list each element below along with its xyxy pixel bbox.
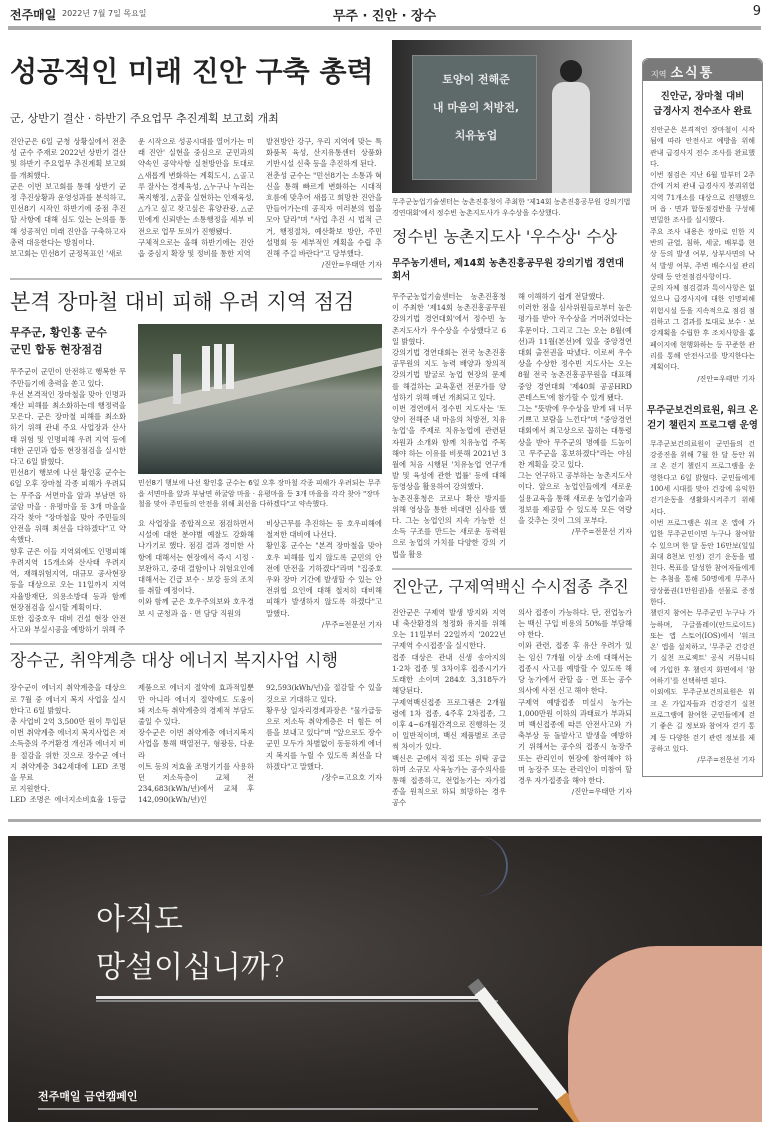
article3-col1: 무주군이 군민이 안전하고 행복한 무주만들기에 총력을 쏟고 있다. 우선 본격적인 장마철을 맞아 인명과 재산 피해를 최소화하는데 행정력을 모은다. 군은 장마철 피해를 최소화하기 위해 관내 주요 사업장과 산사태 위험 및 인명피해 우려 지역 등에 대한 군민과 합동 현장점검을 실시한다고 6일 밝혔다. 민선8기 행보에 나선 황인홍 군수는 6일 오후 장마철 각종 피해가 우려되는 무주읍 서면마을 앞과 부남면 하굴암 마을 · 유평마을 등 3개 마을을 각각 찾아 "장마철을 맞아 주민들의 안전을 위해 최선을 다하겠다"고 약속했다. 향후 군은 이들 지역외에도 인명피해 우려지역 15개소와 산사태 우려지역, 재해위험지역, 대규모 공사현장 등을 대상으로 오는 11일까지 지역 자율방재단, 의용소방대 등과 함께 현장점검을 실시할 계획이다. 또한 집중호우 대비 건설 현장 안전사고와 부실시공을 예방하기 위해 주: [10, 367, 126, 635]
left-column: [10, 40, 382, 806]
sidebar-item2-body: 무주군보건의료원이 군민들의 건강증진을 위해 7월 한 달 동안 워크 온 걷기 챌린지 프로그램을 운영한다고 6일 밝혔다. 군민들에게 100세 시대를 맞아 건강에 유익한 걷기운동을 생활화시켜주기 위해서다. 이번 프로그램은 워크 온 앱에 가입한 무주군민이면 누구나 참여할 수 있으며 한 달 동안 16만보(일일 최대 8천보 인정) 걷기 운동을 펼친다. 목표를 달성한 참여자들에게는 추첨을 통해 50명에게 무주사랑상품권(1만원권)을 선물로 증정한다. 챌린지 참여는 무주군민 누구나 가능하며, 구글플레이(안드로이드) 또는 앱 스토어(IOS)에서 '워크 온' 앱을 설치하고, '무주군 건강걷기 실천 프로젝트' 공식 커뮤니티에 가입한 후 챌린지 화면에서 '참여하기'를 선택하면 된다. 이외에도 무주군보건의료원은 워크 온 가입자들과 건강걷기 실천 프로그램에 참여한 군민들에게 걷기 좋은 길 정보와 참여자 걷기 통계 등 다양한 걷기 관련 정보를 제공하고 있다.: [650, 439, 755, 753]
article2-byline: /무주=전문선 기자: [571, 527, 632, 537]
article4: [392, 576, 632, 809]
article4-byline: /진안=우태만 기자: [571, 787, 632, 797]
article3-col3: 비상근무를 추진하는 등 호우피해에 철저한 대비에 나선다. 황인홍 군수는 "본격 장마철을 맞아 호우 피해를 입지 않도록 군민의 안전에 만전을 기하겠다"라며 "집중호우와 장마 기간에 발생할 수 있는 안전위협 요인에 대해 철저히 대비해 피해가 발생하지 않도록 하겠다"고 말했다.: [266, 518, 382, 618]
article3-col2: 요 사업장을 종합적으로 점검하면서 시설에 대한 분야별 예찰도 강화해 나가기로 했다. 점검 결과 경미한 사항에 대해서는 현장에서 즉시 시정 · 보완하고, 중대 결함이나 위험요인에 대해서는 긴급 보수 · 보강 등의 조치를 취할 예정이다. 이와 함께 군은 호우주의보와 호우경보 시 군청과 읍 · 면 담당 직원의: [138, 518, 254, 618]
ad-line: 망설이십니까?: [96, 949, 286, 985]
article2-subhead: 무주농기센터, 제14회 농촌진흥공무원 강의기법 경연대회서: [392, 258, 624, 282]
sidebar-label-small: 지역: [651, 70, 667, 79]
article5-col2: 로 지원한다. LED 조명은 에너지소비효율 1등급 제품으로 에너지 절약에 효과적일뿐만 아니라 에너지 절약에도 도움이 돼 저소득 취약계층의 경제적 부담도 줄일 수 있다. 장수군은 이번 취약계층 에너지복지 사업을 통해 백열전구, 형광등, 다운라: [10, 683, 254, 805]
article5-col3: 이트 등의 저효율 조명기기를 사용하던 저소득층이 교체 전 234,683(kWh/년)에서 교체 후 142,090(kWh/년)인 92,593(kWh/년)을 절감할 수 있을 것으로 기대하고 있다. 황우상 일자리경제과장은 "물가급등으로 저소득 취약계층은 더 힘든 여름을 보내고 있다"며 "앞으로도 장수군민 모두가 차별없이 동등하게 에너지 복지를 누릴 수 있도록 최선을 다하겠다"고 말했다.: [138, 683, 382, 805]
no-smoking-ad: [8, 836, 762, 1122]
photo2-caption: 민선8기 행보에 나선 황인홍 군수는 6일 오후 장마철 각종 피해가 우려되는 무주읍 서면마을 앞과 부남면 하굴암 마을 · 유평마을 등 3개 마을을 각각 찾아 "장마철을 맞아 주민들의 안전을 위해 최선을 다하겠다"고 약속했다.: [138, 479, 382, 509]
photo1-caption: 무주군농업기술센터는 농촌진흥청이 주최한 '제14회 농촌진흥공무원 강의기법 경연대회'에서 정수빈 농촌지도사가 우수상을 수상했다.: [392, 198, 631, 217]
article5-headline: 장수군, 취약계층 대상 에너지 복지사업 시행: [10, 651, 339, 672]
header-rule: [8, 26, 761, 30]
ad-underline: [96, 996, 481, 999]
section-title: 무주 · 진안 · 장수: [332, 9, 437, 24]
article3-subhead-line: 군민 합동 현장점검: [10, 343, 103, 357]
article2-headline: 정수빈 농촌지도사 '우수상' 수상: [392, 227, 617, 246]
article1: [10, 50, 382, 270]
inspection-photo: [138, 324, 382, 474]
article4-headline: 진안군, 구제역백신 수시접종 추진: [392, 576, 629, 596]
article4-col2: 의사 접종이 가능하다. 단, 전업농가는 백신 구입 비용의 50%를 부담해야 한다. 이와 관련, 접종 후 유산 우려가 있는 임신 7개월 이상 소에 대해서는 접종시 사고를 예방할 수 있도록 해당 농가에서 관할 읍 · 면 또는 공수의사에 사전 신고 해야 한다. 구제역 예방접종 미실시 농가는 1,000만원 이하의 과태료가 부과되며 백신접종에 따른 안전사고와 가축부상 등 돌발사고 발생을 예방하기 위해서는 공수의 접종시 농장주 또는 관리인이 현장에 참여해야 하며 농장주 또는 관리인이 미참여 할 경우 자가접종을 해야 한다.: [518, 607, 632, 785]
article1-headline: 성공적인 미래 진안 구축 총력: [10, 55, 374, 88]
sidebar-item1-title: 급경사지 전수조사 완료: [653, 106, 752, 117]
sidebar-item2-title: 무주군보건의료원, 워크 온: [646, 404, 759, 416]
section-divider: [10, 278, 382, 280]
newspaper-brand: 전주매일: [10, 8, 57, 22]
right-column: [392, 40, 632, 809]
article3-headline: 본격 장마철 대비 피해 우려 지역 점검: [10, 290, 355, 315]
article3-byline: /무주=전문선 기자: [321, 619, 382, 629]
section-divider: [392, 568, 632, 570]
article5-byline: /장수=고요호 기자: [321, 772, 382, 782]
sidebar-header: [643, 59, 762, 81]
sidebar-item2-title: 걷기 챌린지 프로그램 운영: [647, 419, 758, 431]
article2-col2: 해 이해하기 쉽게 전달했다. 이러한 점을 심사위원들로부터 높은 평가를 받아 우수상을 거머쥐었다는 후문이다. 그리고 그는 오는 8월(예선)과 11월(본선)에 있을 중앙경연대회 출전권을 따냈다. 이로써 우수상을 수상한 정수빈 지도사는 오는 8월 전국 농촌진흥공무원을 대표해 중앙 경연대회 '제40회 공공HRD 콘테스트'에 참가할 수 있게 됐다. 그는 "뜻밖에 우수상을 받게 돼 너무 기쁘고 보람을 느낀다"며 "중앙경연대회에서 최고상으로 꼽히는 대통령상을 받아 무주군의 명예를 드높이고 무주군을 홍보하겠다"라는 야심찬 계획을 갖고 있다. 그는 연구하고 공부하는 농촌지도사이다. 앞으로 농업인들에게 새로운 실용교육을 통해 새로운 농업기술과 정보를 제공할 수 있도록 모든 역량을 갖추는 것이 그의 포부다.: [518, 292, 632, 526]
article1-subhead: 군, 상반기 결산 · 하반기 주요업무 추진계획 보고회 개최: [10, 112, 279, 125]
article3: [10, 286, 382, 635]
article1-col2: 운 시작으로 성공시대를 열어가는 미래 진안' 실현을 중심으로 군민과의 약속인 공약사항 실천방안을 토대로 △새롭게 변화하는 계획도시, △골고루 잘사는 경제육성, △누구나 누리는 복지행정, △꿈을 실현하는 인재육성, △가고 싶고 찾고싶은 휴양관광, △군민에게 신뢰받는 소통행정을 세부 비전으로 업무 토의가 진행됐다. 구체적으로는 올해 하반기에는 진안읍 중심지 확장 및 정비를 통한 지역: [138, 137, 254, 259]
slide-text-line: 치유농업: [454, 129, 498, 142]
article4-col1: 진안군은 구제역 발생 방지와 지역 내 축산환경의 청정화 유지를 위해 오는 11일부터 22일까지 '2022년 구제역 수시접종'을 실시한다. 접종 대상은 관내 신생 송아지의 1·2차 접종 및 3차이후 접종시기가 도래한 소이며 284호 3,318두가 해당된다. 구제역백신접종 프로그램은 2개월령에 1차 접종, 4주후 2차접종, 그 이후 4~6개월간격으로 진행하는 것이 일반적이며, 백신 제품별로 조금씩 차이가 있다. 백신은 군에서 직접 또는 위탁 공급하며 소규모 사육농가는 공수의사를 통해 접종하고, 전업농가는 자가접종을 원칙으로 하되 희망하는 경우 공수: [392, 607, 506, 808]
sidebar-item1-body: 진안군은 본격적인 장마철이 시작됨에 따라 안전사고 예방을 위해 관내 급경사지 전수 조사를 완료했다. 이번 점검은 지난 6월 말부터 2주간에 거쳐 관내 급경사지 붕괴위험지역 71개소를 대상으로 진행됐으며 읍 · 면과 합동점검반을 구성해 면밀한 조사를 실시했다. 주요 조사 내용은 장마로 인한 지반의 균열, 침하, 세굴, 배부름 현상 등의 발생 여부, 상부사면의 낙석 발생 여부, 주변 배수시설 관리상태 등 안전점검사항이다. 군의 자체 점검결과 특이사항은 없었으나 급경사지에 대한 인명피해 위험시설 등을 지속적으로 점검 점검하고 그 결과를 토대로 보수 · 보강계획을 수립한 후 조치사항을 홈페이지에 현행화하는 등 꾸준한 관리를 통해 안전사고를 방지한다는 계획이다.: [650, 126, 755, 372]
article2-col1: 무주군농업기술센터는 농촌진흥청이 주최한 '제14회 농촌진흥공무원 강의기법 경연대회'에서 정수빈 농촌지도사가 우수상을 수상했다고 6일 밝혔다. 강의기법 경연대회는 전국 농촌진흥공무원의 지도 능력 배양과 창의적 강의기법 발굴로 농업 현장의 문제를 해결하는 교육훈련 전문가를 양성하기 위해 매년 개최되고 있다. 이번 경연에서 정수빈 지도사는 '토양이 전해준 내 마음의 처방전, 치유농업'을 주제로 치유농업에 관련된 자원과 소개와 함께 치유농업 주목해야 하는 이유를 비롯해 2021년 3월에 처음 시행된 '치유농업 연구개발 및 육성에 관한 법률' 등에 대해 동영상을 활용하여 강의했다. 농촌진흥청은 코로나 확산 방지를 위해 영상을 통한 비대면 심사를 했다. 그는 농업인의 지속 가능한 신 소득 구조를 만드는 새로운 동력원으로 농업의 가치를 다양한 강의 기법을 활용: [392, 292, 506, 559]
article5-col1: 장수군이 에너지 취약계층을 대상으로 7월 중 에너지 복지 사업을 실시한다고 6일 밝혔다. 총 사업비 2억 3,500만 원이 투입된 이번 취약계층 에너지 복지사업은 저소득층의 주거환경 개선과 에너지 비용 절감을 위한 것으로 장수군 에너지 취약계층 342세대에 LED 조명을 무료: [10, 683, 126, 782]
hand-icon: [568, 946, 762, 1122]
ad-underline-shadow: [96, 1000, 498, 1002]
article1-col3: 발전방안 강구, 우리 지역에 맞는 특화품목 육성, 산지유통센터 상품화 기반시설 신축 등을 추진하게 된다. 전춘성 군수는 "민선8기는 소통과 혁신을 통해 빠르게 변화하는 시대적 흐름에 맞추어 새롭고 희망찬 진안을 만들어가는데 공직자 여러분의 협을 모아 달라"며 "사업 추진 시 법적 근거, 행정절차, 예산확보 방안, 주민 설명회 등 세부적인 계획을 수립 추진해 주길 바란다"고 당부했다.: [266, 137, 382, 259]
article1-byline: /진안=우태만 기자: [321, 260, 382, 270]
sidebar-item2-byline: /무주=전문선 기자: [697, 756, 755, 765]
sidebar-item1-title: 진안군, 장마철 대비: [660, 91, 745, 102]
ad-line: 아직도: [96, 901, 183, 937]
page-number: 9: [752, 4, 761, 19]
page-header: [0, 0, 769, 32]
slide-text-line: 토양이 전해준: [442, 73, 510, 86]
article1-col1: 진안군은 6일 군청 상황실에서 전춘성 군수 주재로 2022년 상반기 결산 및 하반기 주요업무 추진계획 보고회를 개최했다. 군은 이번 보고회를 통해 상반기 군정 추진상황과 운영성과를 분석하고, 민선8기 시작인 하반기에 중점 추진할 사항에 대해 심도 있는 논의를 통해 성공적인 미래 진안을 구축하고자 총력 대응한다는 방침이다. 보고회는 민선8기 군정목표인 '새로: [10, 137, 126, 259]
section-divider: [10, 643, 382, 645]
issue-date: 2022년 7월 7일 목요일: [62, 9, 147, 18]
article5: [10, 651, 382, 805]
ad-footer: 전주매일 금연캠페인: [38, 1089, 138, 1103]
smoke-icon: [478, 836, 508, 896]
article2: [392, 226, 632, 560]
section-divider: [8, 819, 761, 822]
sidebar-label-large: 소식통: [670, 66, 715, 81]
slide-text-line: 내 마음의 처방전,: [432, 101, 520, 114]
award-photo: [392, 40, 632, 193]
article3-subhead-line: 무주군, 황인홍 군수: [10, 326, 107, 340]
sidebar-item1-byline: /진안=우태만 기자: [697, 374, 755, 383]
ad-footer-rule: [38, 1108, 538, 1110]
local-news-sidebar: [642, 58, 763, 777]
